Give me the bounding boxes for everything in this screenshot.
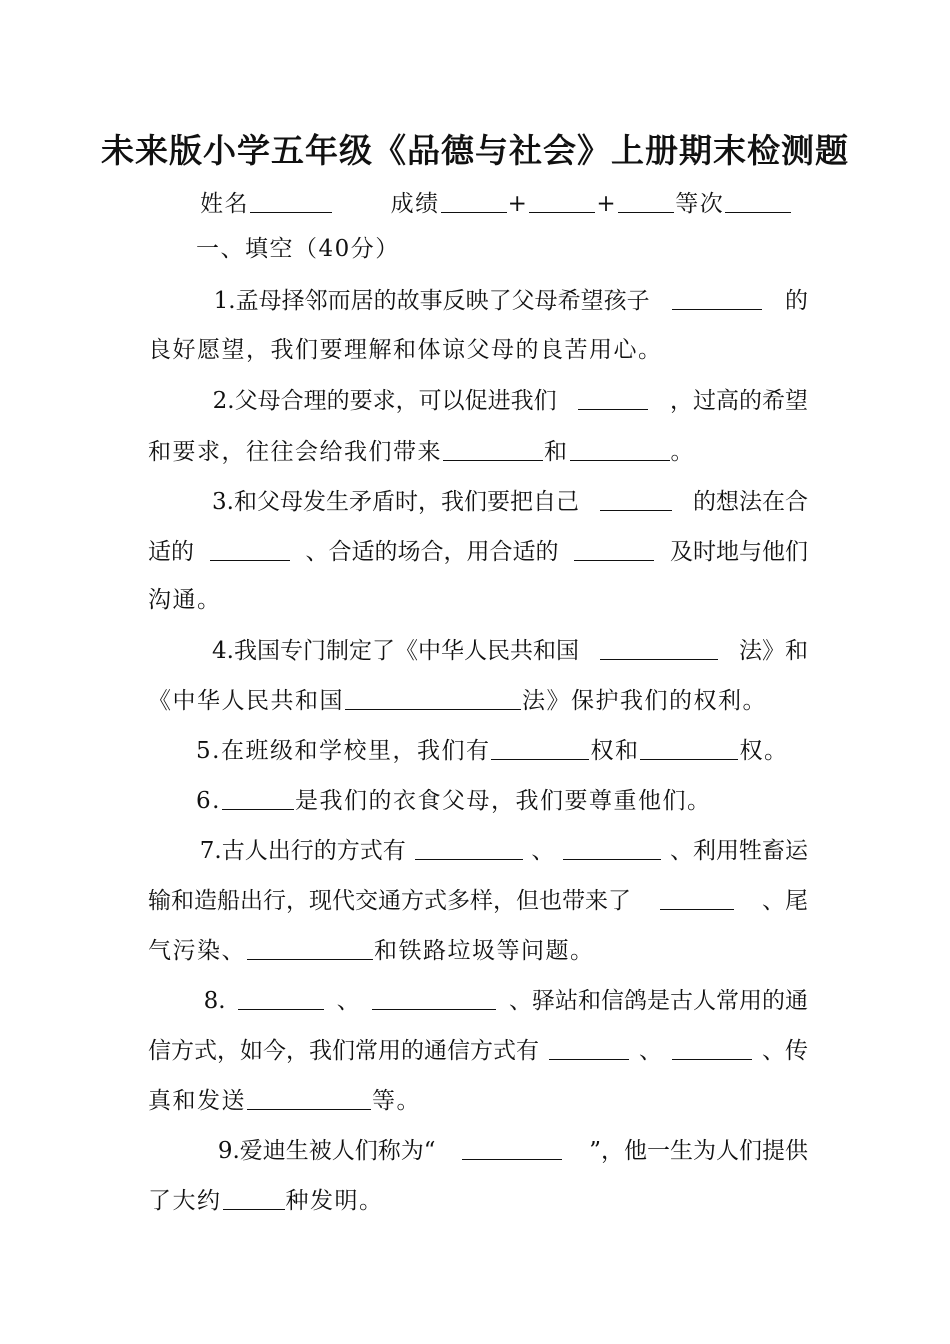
section-heading: 一、填空（40分） <box>196 236 400 262</box>
question-text: 、尾 <box>762 888 808 914</box>
question-text: 输和造船出行，现代交通方式多样，但也带来了 <box>148 888 631 914</box>
score-label: 成绩 <box>390 191 440 217</box>
question-text: 的想法在合 <box>693 489 808 515</box>
question-7-line-2 <box>148 883 808 915</box>
question-text: 和要求，往往会给我们带来 <box>148 439 442 465</box>
answer-blank[interactable] <box>247 935 373 960</box>
question-text: 权和 <box>590 738 640 764</box>
question-6 <box>196 783 808 815</box>
question-2-line-2 <box>148 434 808 466</box>
question-text: 种发明。 <box>285 1188 384 1214</box>
grade-label: 等次 <box>675 191 725 217</box>
answer-blank[interactable] <box>578 385 648 410</box>
question-text: 和铁路垃圾等问题。 <box>374 938 595 964</box>
plus-sign: + <box>507 191 529 217</box>
question-text: 4.我国专门制定了《中华人民共和国 <box>212 638 579 664</box>
question-text: 等。 <box>372 1088 421 1114</box>
name-label: 姓名 <box>200 191 249 217</box>
answer-blank[interactable] <box>640 735 738 760</box>
answer-blank[interactable] <box>570 436 670 461</box>
question-text: 的 <box>784 288 808 314</box>
question-text: 《中华人民共和国 <box>148 688 344 714</box>
answer-blank[interactable] <box>600 635 718 660</box>
question-text: 真和发送 <box>148 1088 246 1114</box>
question-text: 9.爱迪生被人们称为“ <box>217 1138 436 1164</box>
answer-blank[interactable] <box>415 835 523 860</box>
question-8-line-1 <box>148 983 808 1015</box>
question-7-line-1 <box>148 833 808 865</box>
question-text: 及时地与他们 <box>670 539 808 565</box>
question-text: 、利用牲畜运 <box>669 838 808 864</box>
question-text: 、 <box>336 988 360 1014</box>
question-text: 、合适的场合，用合适的 <box>305 539 559 565</box>
page-title: 未来版小学五年级《品德与社会》上册期末检测题 <box>101 131 849 170</box>
question-3-line-3: 沟通。 <box>148 587 222 613</box>
score-blank-3[interactable] <box>618 188 674 213</box>
name-blank[interactable] <box>250 188 332 213</box>
question-8-line-2 <box>148 1033 808 1065</box>
answer-blank[interactable] <box>491 735 589 760</box>
question-8-line-3 <box>148 1083 808 1115</box>
question-text: 5.在班级和学校里，我们有 <box>196 738 491 764</box>
question-text: 信方式，如今，我们常用的通信方式有 <box>148 1038 539 1064</box>
grade-blank[interactable] <box>725 188 791 213</box>
answer-blank[interactable] <box>672 285 762 310</box>
question-text: 、驿站和信鸽是古人常用的通 <box>509 988 808 1014</box>
question-text: 法》保护我们的权利。 <box>522 688 767 714</box>
question-text: 、 <box>639 1038 662 1064</box>
answer-blank[interactable] <box>574 536 654 561</box>
question-5 <box>196 733 808 765</box>
answer-blank[interactable] <box>660 885 734 910</box>
answer-blank[interactable] <box>600 486 672 511</box>
answer-blank[interactable] <box>222 785 294 810</box>
question-9-line-2 <box>148 1183 808 1215</box>
answer-blank[interactable] <box>443 436 543 461</box>
answer-blank[interactable] <box>223 1185 285 1210</box>
question-text: 是我们的衣食父母，我们要尊重他们。 <box>294 788 712 814</box>
question-text: 6. <box>196 788 221 814</box>
question-4-line-1 <box>148 633 808 665</box>
question-2-line-1 <box>148 383 808 415</box>
answer-blank[interactable] <box>238 985 324 1010</box>
question-text: 权。 <box>739 738 789 764</box>
question-text: ，过高的希望 <box>669 388 808 414</box>
question-9-line-1 <box>148 1133 808 1165</box>
answer-blank[interactable] <box>247 1085 371 1110</box>
question-text: 、 <box>531 838 555 864</box>
question-text: 法》和 <box>739 638 808 664</box>
question-text: 7.古人出行的方式有 <box>199 838 406 864</box>
plus-sign: + <box>596 191 618 217</box>
question-text: 3.和父母发生矛盾时，我们要把自己 <box>212 489 579 515</box>
question-text: 1.孟母择邻而居的故事反映了父母希望孩子 <box>213 288 650 314</box>
question-7-line-3 <box>148 933 808 965</box>
answer-blank[interactable] <box>210 536 290 561</box>
question-text: 。 <box>670 439 695 465</box>
score-blank-1[interactable] <box>441 188 507 213</box>
question-text: 8. <box>203 988 226 1014</box>
score-blank-2[interactable] <box>529 188 595 213</box>
question-text: 了大约 <box>148 1188 222 1214</box>
answer-blank[interactable] <box>345 685 521 710</box>
question-1-line-2: 良好愿望，我们要理解和体谅父母的良苦用心。 <box>148 337 663 363</box>
question-text: 气污染、 <box>148 938 246 964</box>
question-text: 和 <box>544 439 569 465</box>
question-1-line-1 <box>148 283 808 315</box>
answer-blank[interactable] <box>372 985 496 1010</box>
question-4-line-2 <box>148 683 808 715</box>
student-info-row <box>200 186 760 218</box>
answer-blank[interactable] <box>672 1035 752 1060</box>
answer-blank[interactable] <box>462 1135 562 1160</box>
question-3-line-1 <box>148 484 808 516</box>
answer-blank[interactable] <box>563 835 661 860</box>
question-text: ”，他一生为人们提供 <box>589 1138 808 1164</box>
question-text: 适的 <box>148 539 194 565</box>
answer-blank[interactable] <box>549 1035 629 1060</box>
question-text: 2.父母合理的要求，可以促进我们 <box>212 388 557 414</box>
question-text: 、传 <box>762 1038 808 1064</box>
question-3-line-2 <box>148 534 808 566</box>
